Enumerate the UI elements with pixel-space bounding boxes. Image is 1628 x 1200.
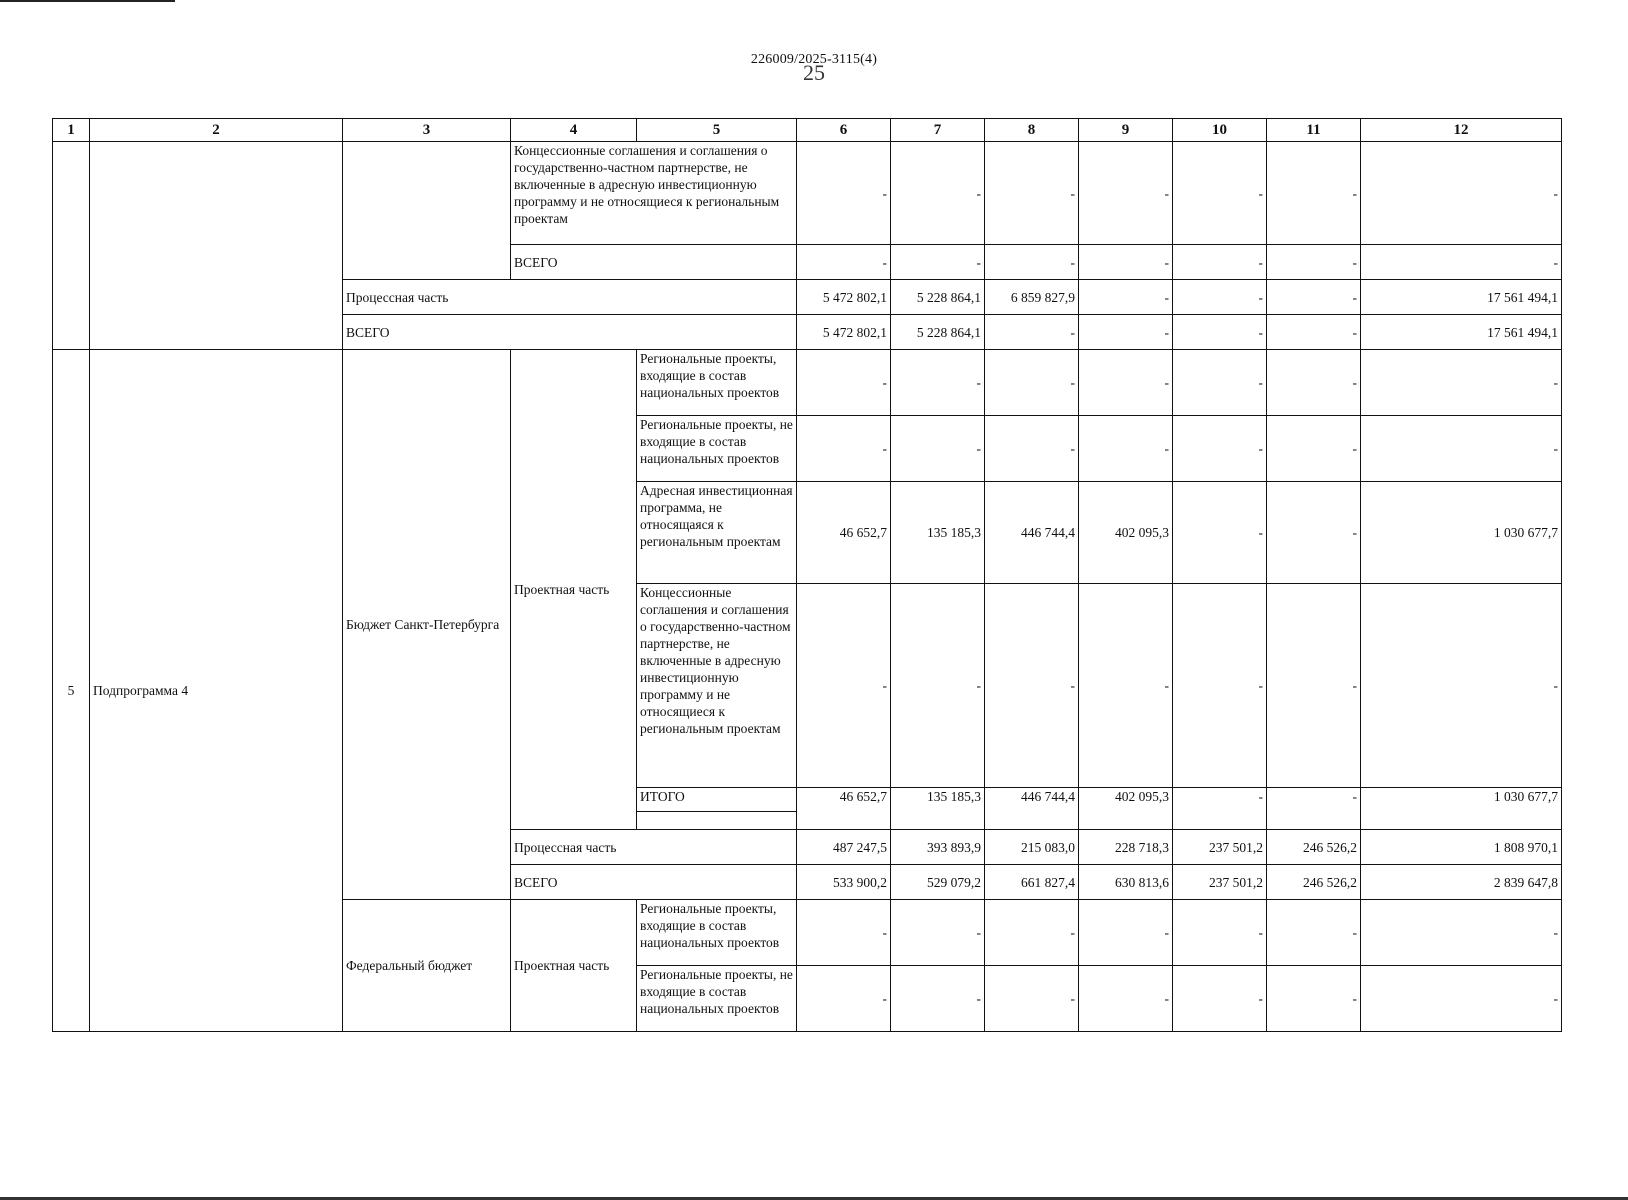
value-cell: -: [1173, 900, 1267, 966]
value-cell: -: [891, 900, 985, 966]
value-cell: -: [1267, 315, 1361, 350]
value-cell: -: [1079, 245, 1173, 280]
value-cell: -: [985, 350, 1079, 416]
value-cell: -: [1267, 482, 1361, 584]
value-cell: -: [1267, 900, 1361, 966]
value-cell: -: [1361, 350, 1562, 416]
value-cell: 402 095,3: [1079, 788, 1173, 830]
col-header: 6: [797, 119, 891, 142]
scan-edge-top: [0, 0, 175, 2]
row-label: Региональные проекты, не входящие в состав национальных проектов: [637, 966, 797, 1032]
value-cell: -: [1079, 350, 1173, 416]
value-cell: -: [1173, 416, 1267, 482]
row-label: Региональные проекты, входящие в состав национальных проектов: [637, 350, 797, 416]
value-cell: 5 228 864,1: [891, 280, 985, 315]
value-cell: 1 030 677,7: [1361, 482, 1562, 584]
cell-empty: [637, 812, 797, 830]
col-header: 4: [511, 119, 637, 142]
cell-empty: [343, 142, 511, 280]
value-cell: 402 095,3: [1079, 482, 1173, 584]
value-cell: 17 561 494,1: [1361, 315, 1562, 350]
value-cell: 661 827,4: [985, 865, 1079, 900]
value-cell: -: [985, 315, 1079, 350]
value-cell: -: [1079, 142, 1173, 245]
value-cell: -: [1267, 280, 1361, 315]
value-cell: -: [1361, 142, 1562, 245]
value-cell: 237 501,2: [1173, 830, 1267, 865]
value-cell: -: [1173, 966, 1267, 1032]
col-header: 9: [1079, 119, 1173, 142]
value-cell: 246 526,2: [1267, 830, 1361, 865]
value-cell: 487 247,5: [797, 830, 891, 865]
value-cell: -: [1173, 350, 1267, 416]
value-cell: -: [1361, 900, 1562, 966]
table-row: [53, 350, 1562, 416]
row-label: Адресная инвестиционная программа, не относящаяся к региональным проектам: [637, 482, 797, 584]
value-cell: -: [797, 350, 891, 416]
value-cell: -: [1267, 350, 1361, 416]
value-cell: -: [891, 584, 985, 788]
value-cell: -: [985, 416, 1079, 482]
row-label: Процессная часть: [343, 280, 797, 315]
value-cell: -: [1173, 584, 1267, 788]
col-header: 1: [53, 119, 90, 142]
value-cell: -: [985, 900, 1079, 966]
col-header: 2: [90, 119, 343, 142]
value-cell: -: [1173, 788, 1267, 830]
value-cell: 1 030 677,7: [1361, 788, 1562, 830]
value-cell: -: [1079, 900, 1173, 966]
row-label: ВСЕГО: [511, 245, 797, 280]
value-cell: -: [1267, 245, 1361, 280]
value-cell: 630 813,6: [1079, 865, 1173, 900]
value-cell: -: [985, 245, 1079, 280]
value-cell: -: [985, 584, 1079, 788]
value-cell: -: [1173, 142, 1267, 245]
value-cell: 215 083,0: [985, 830, 1079, 865]
value-cell: -: [1361, 245, 1562, 280]
value-cell: -: [1267, 416, 1361, 482]
row-label: ИТОГО: [637, 788, 797, 812]
value-cell: 6 859 827,9: [985, 280, 1079, 315]
document-number: 226009/2025-3115(4): [750, 52, 878, 67]
value-cell: 533 900,2: [797, 865, 891, 900]
col-header: 11: [1267, 119, 1361, 142]
value-cell: 393 893,9: [891, 830, 985, 865]
value-cell: -: [891, 966, 985, 1032]
value-cell: 5 472 802,1: [797, 315, 891, 350]
value-cell: 228 718,3: [1079, 830, 1173, 865]
value-cell: -: [797, 900, 891, 966]
value-cell: -: [1079, 280, 1173, 315]
value-cell: -: [1173, 315, 1267, 350]
value-cell: -: [797, 245, 891, 280]
col-header: 8: [985, 119, 1079, 142]
value-cell: -: [891, 245, 985, 280]
part-label: Проектная часть: [511, 900, 637, 1032]
col-header: 12: [1361, 119, 1562, 142]
value-cell: -: [797, 142, 891, 245]
row-label: Региональные проекты, не входящие в состав национальных проектов: [637, 416, 797, 482]
row-label: Концессионные соглашения и соглашения о государственно-частном партнерстве, не включенные в адресную инвестиционную программу и не относящиеся к региональным проектам: [511, 142, 797, 245]
value-cell: -: [797, 966, 891, 1032]
value-cell: -: [1173, 245, 1267, 280]
page-number: 25: [803, 60, 825, 85]
col-header: 3: [343, 119, 511, 142]
value-cell: -: [1173, 280, 1267, 315]
budget-table: [52, 118, 1562, 1032]
value-cell: 446 744,4: [985, 788, 1079, 830]
value-cell: 1 808 970,1: [1361, 830, 1562, 865]
col-header: 10: [1173, 119, 1267, 142]
value-cell: -: [1173, 482, 1267, 584]
col-header: 5: [637, 119, 797, 142]
value-cell: 529 079,2: [891, 865, 985, 900]
table-row: [53, 142, 1562, 245]
value-cell: -: [797, 584, 891, 788]
col-header: 7: [891, 119, 985, 142]
value-cell: -: [891, 142, 985, 245]
value-cell: 135 185,3: [891, 788, 985, 830]
value-cell: -: [891, 350, 985, 416]
row-label: Процессная часть: [511, 830, 797, 865]
value-cell: -: [1267, 142, 1361, 245]
cell-empty: [90, 142, 343, 350]
value-cell: -: [1079, 966, 1173, 1032]
value-cell: -: [1079, 584, 1173, 788]
column-header-row: [53, 119, 1562, 142]
value-cell: -: [985, 142, 1079, 245]
row-label: Концессионные соглашения и соглашения о государственно-частном партнерстве, не включенные в адресную инвестиционную программу и не относящиеся к региональным проектам: [637, 584, 797, 788]
value-cell: -: [797, 416, 891, 482]
value-cell: -: [1267, 788, 1361, 830]
value-cell: -: [985, 966, 1079, 1032]
value-cell: 237 501,2: [1173, 865, 1267, 900]
value-cell: 135 185,3: [891, 482, 985, 584]
value-cell: 246 526,2: [1267, 865, 1361, 900]
value-cell: 5 472 802,1: [797, 280, 891, 315]
funding-source: Бюджет Санкт-Петербурга: [343, 350, 511, 900]
value-cell: 46 652,7: [797, 788, 891, 830]
value-cell: 17 561 494,1: [1361, 280, 1562, 315]
row-label: Региональные проекты, входящие в состав национальных проектов: [637, 900, 797, 966]
row-number: 5: [53, 350, 90, 1032]
value-cell: -: [891, 416, 985, 482]
funding-source: Федеральный бюджет: [343, 900, 511, 1032]
cell-empty: [53, 142, 90, 350]
value-cell: 5 228 864,1: [891, 315, 985, 350]
value-cell: -: [1267, 584, 1361, 788]
value-cell: -: [1079, 315, 1173, 350]
value-cell: 46 652,7: [797, 482, 891, 584]
row-label: ВСЕГО: [511, 865, 797, 900]
value-cell: 2 839 647,8: [1361, 865, 1562, 900]
value-cell: -: [1361, 416, 1562, 482]
value-cell: -: [1361, 584, 1562, 788]
value-cell: -: [1361, 966, 1562, 1032]
value-cell: -: [1079, 416, 1173, 482]
program-name: Подпрограмма 4: [90, 350, 343, 1032]
value-cell: -: [1267, 966, 1361, 1032]
row-label: ВСЕГО: [343, 315, 797, 350]
value-cell: 446 744,4: [985, 482, 1079, 584]
part-label: Проектная часть: [511, 350, 637, 830]
